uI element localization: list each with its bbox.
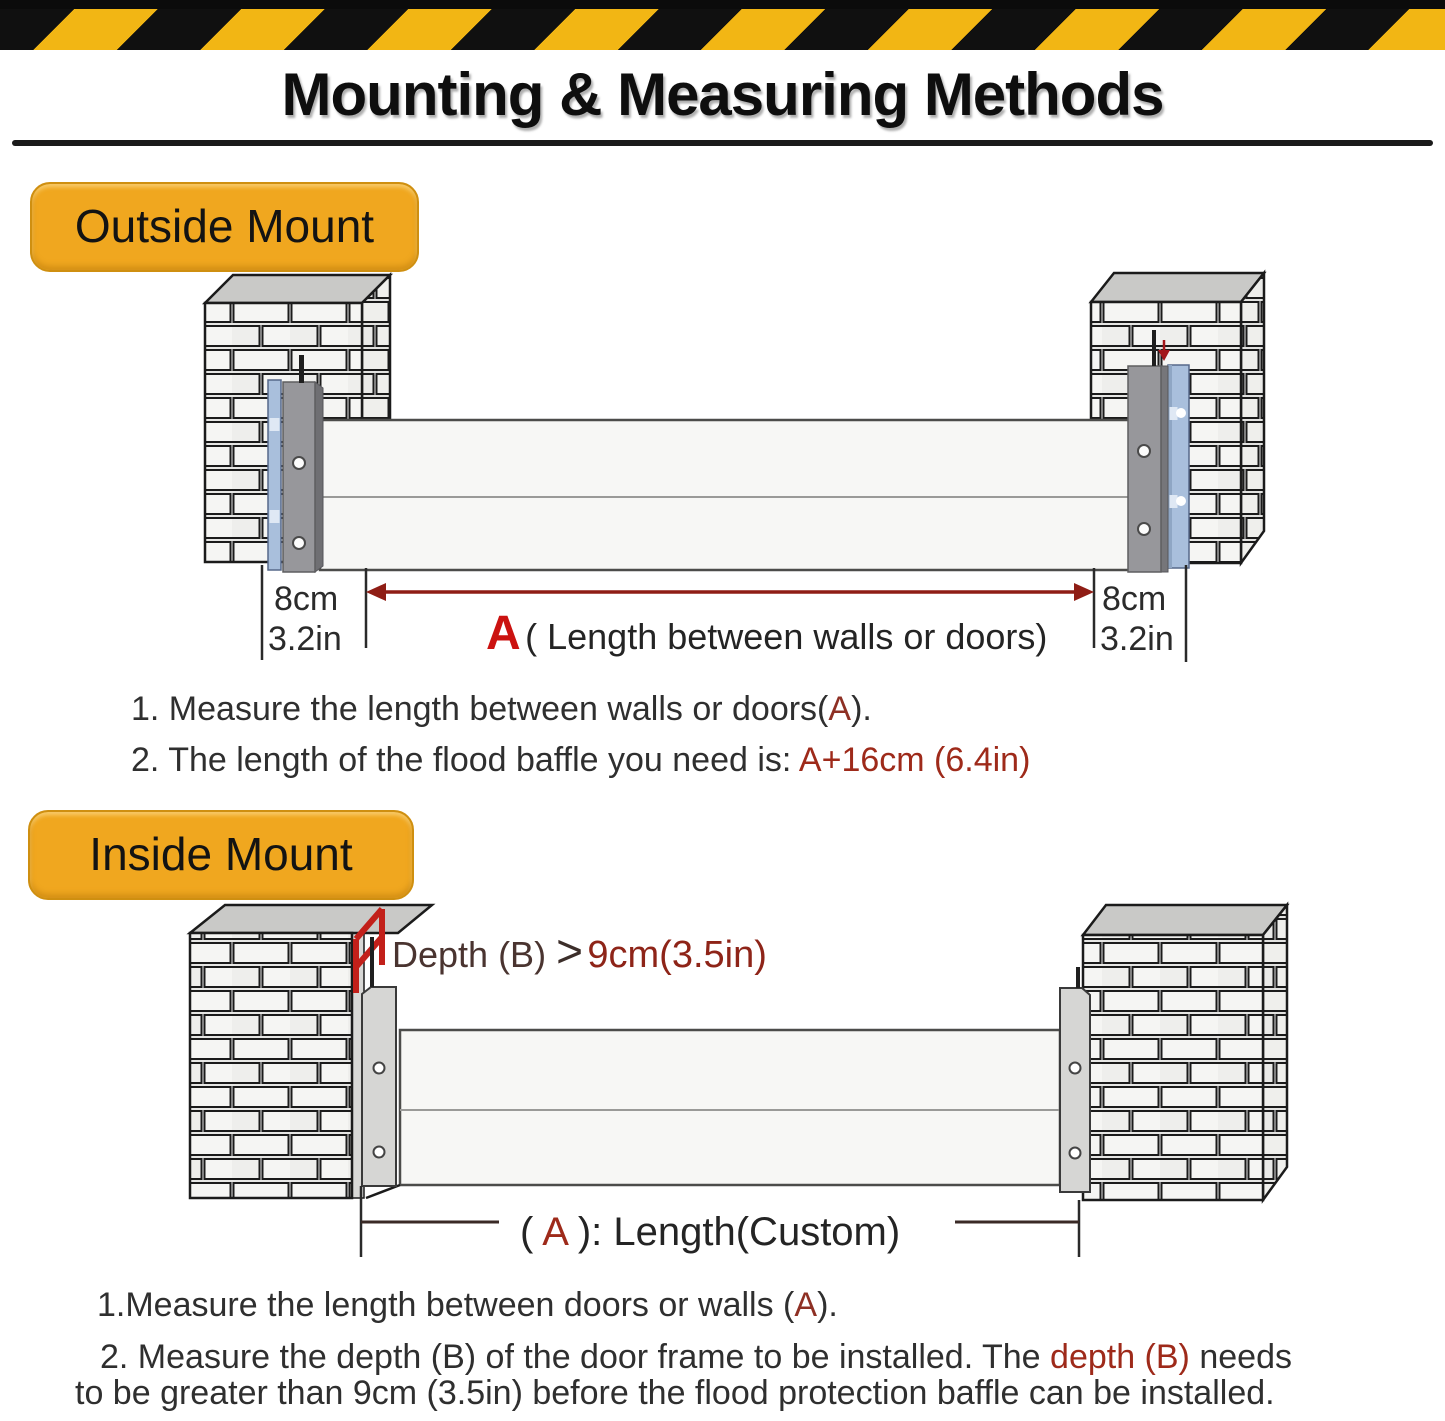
step-text: 1. Measure the length between walls or doors(	[131, 690, 829, 728]
outside-mount-diagram	[0, 252, 1445, 692]
step-text: ).	[851, 690, 872, 728]
page-title: Mounting & Measuring Methods	[281, 61, 1164, 128]
screw-hole	[1138, 523, 1150, 535]
flood-barrier-panel	[366, 1030, 1060, 1198]
screw-hole	[1138, 445, 1150, 457]
right-overlap-cm-label: 8cm	[1102, 580, 1167, 618]
left-locking-pin	[299, 355, 304, 383]
left-overlap-in-label: 3.2in	[268, 620, 342, 658]
outside-step-2	[131, 741, 1030, 780]
step-highlight: A+16cm (6.4in)	[798, 741, 1031, 779]
outside-step-1	[131, 690, 872, 729]
custom-length-label: ( A ): Length(Custom)	[520, 1210, 901, 1254]
step-text: 2. The length of the flood baffle you need is:	[131, 741, 799, 779]
step-highlight: A	[828, 690, 852, 728]
left-locking-pin	[370, 937, 374, 987]
step-text: 1.Measure the length between doors or walls (	[97, 1286, 795, 1324]
dimension-a-letter: A	[542, 1210, 567, 1254]
arrow-left-head-icon	[366, 583, 386, 601]
screw-hole	[374, 1147, 385, 1158]
dimension-a-letter: A	[486, 607, 521, 660]
depth-requirement-label: Depth (B) > 9cm(3.5in)	[392, 925, 767, 977]
inside-step-1	[97, 1286, 838, 1325]
step-highlight: A	[794, 1286, 818, 1324]
right-mounting-channel	[1060, 967, 1090, 1192]
screw-hole	[374, 1063, 385, 1074]
inside-step-2-line-1	[100, 1338, 1292, 1377]
title-underline	[12, 140, 1433, 146]
screw-hole	[1070, 1063, 1081, 1074]
right-blue-rail	[1168, 365, 1189, 568]
step-text: needs	[1189, 1338, 1292, 1376]
left-mounting-channel	[283, 355, 323, 572]
right-locking-pin	[1076, 967, 1080, 988]
step-text: to be greater than 9cm (3.5in) before the flood protection baffle can be installed.	[75, 1374, 1275, 1412]
flood-barrier-panel	[320, 420, 1135, 570]
right-mounting-channel	[1128, 330, 1170, 572]
left-mounting-channel	[362, 937, 396, 1186]
right-overlap-in-label: 3.2in	[1100, 620, 1174, 658]
right-locking-pin	[1152, 330, 1156, 366]
length-between-walls-label: A ( Length between walls or doors)	[486, 607, 1048, 660]
right-brick-pillar	[1083, 905, 1287, 1200]
step-text: 2. Measure the depth (B) of the door frame to be installed. The	[100, 1338, 1051, 1376]
screw-hole	[293, 537, 305, 549]
left-blue-rail	[268, 380, 281, 570]
inside-mount-diagram	[0, 893, 1445, 1293]
left-overlap-cm-label: 8cm	[274, 580, 339, 618]
hazard-top-bar	[0, 0, 1445, 9]
step-highlight: depth (B)	[1050, 1338, 1190, 1376]
length-dimension-arrow	[366, 583, 1094, 601]
step-text: ).	[817, 1286, 838, 1324]
screw-hole	[293, 457, 305, 469]
inside-step-2-line-2	[75, 1374, 1275, 1413]
outside-mount-badge: Outside Mount	[30, 182, 419, 272]
screw-hole	[1070, 1148, 1081, 1159]
inside-mount-badge: Inside Mount	[28, 810, 414, 900]
arrow-right-head-icon	[1074, 583, 1094, 601]
